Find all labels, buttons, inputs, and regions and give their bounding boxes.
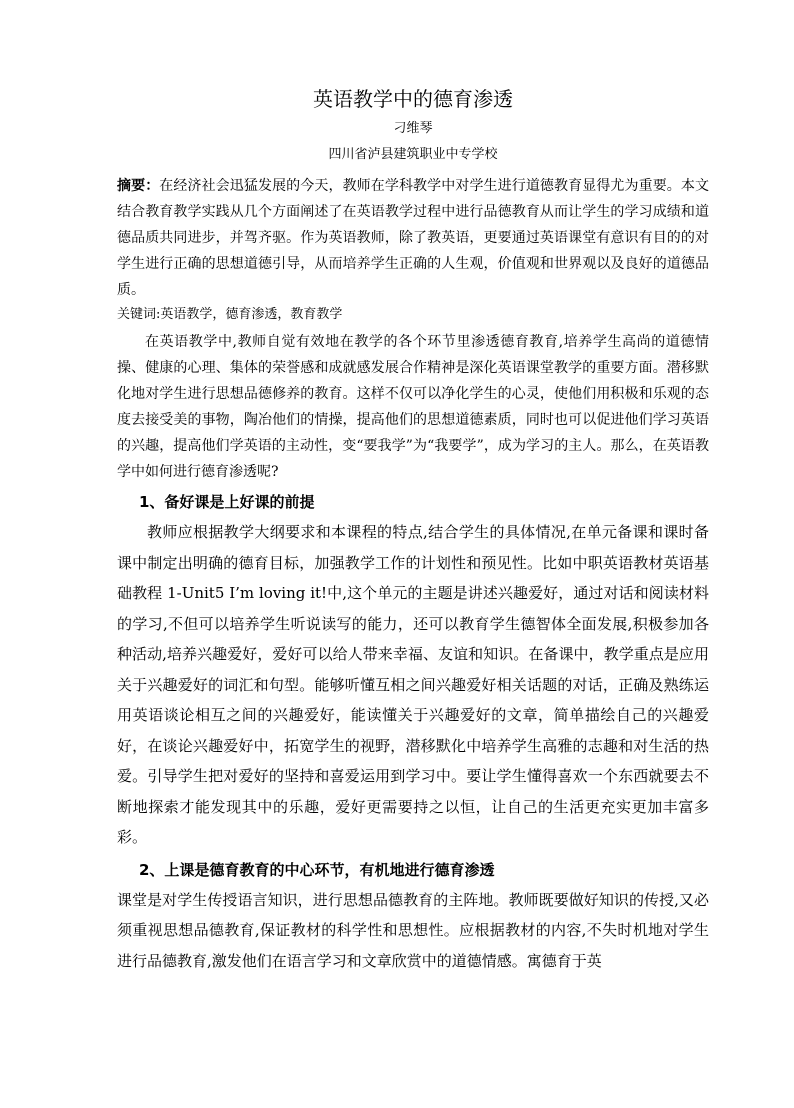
author-affiliation: 四川省泸县建筑职业中专学校: [328, 147, 498, 162]
abstract-label: 摘要：: [117, 178, 160, 194]
intro-paragraph: 在英语教学中,教师自觉有效地在教学的各个环节里渗透德育教育,培养学生高尚的道德情操、健康的心理、集体的荣誉感和成就感发展合作精神是深化英语课堂教学的重要方面。潜移默化地对学生进行思想品德修养的教育。这样不仅可以净化学生的心灵，使他们用积极和乐观的态度去接受美的事物，陶冶他们的情操，提高他们的思想道德素质，同时也可以促进他们学习英语的兴趣，提高他们学英语的主动性，变“要我学”为“我要学”，成为学习的主人。那么，在英语教学中如何进行德育渗透呢?: [117, 334, 709, 480]
section-1-heading: 1、备好课是上好课的前提: [139, 493, 315, 511]
document-body: [117, 84, 709, 976]
section-2-paragraph: 课堂是对学生传授语言知识，进行思想品德教育的主阵地。教师既要做好知识的传授,又必须重视思想品德教育,保证教材的科学性和思想性。应根据教材的内容,不失时机地对学生进行品德教育,激发他们在语言学习和文章欣赏中的道德情感。寓德育于英: [117, 890, 709, 970]
section-2-heading: 2、上课是德育教育的中心环节，有机地进行德育渗透: [139, 860, 495, 879]
keywords-label: 关键词: [117, 307, 157, 322]
author-name: 刁维琴: [393, 121, 433, 136]
section-1-paragraph: 教师应根据教学大纲要求和本课程的特点,结合学生的具体情况,在单元备课和课时备课中制定出明确的德育目标，加强教学工作的计划性和预见性。比如中职英语教材英语基础教程 1-Unit5 I’m loving it!中,这个单元的主题是讲述兴趣爱好，通过对话和阅读材料的学习,不但可以培养学生听说读写的能力，还可以教育学生德智体全面发展,积极参加各种活动,培养兴趣爱好，爱好可以给人带来幸福、友谊和知识。在备课中，教学重点是应用关于兴趣爱好的词汇和句型。能够听懂互相之间兴趣爱好相关话题的对话，正确及熟练运用英语谈论相互之间的兴趣爱好，能读懂关于兴趣爱好的文章，简单描绘自己的兴趣爱好，在谈论兴趣爱好中，拓宽学生的视野，潜移默化中培养学生高雅的志趣和对生活的热爱。引导学生把对爱好的坚持和喜爱运用到学习中。要让学生懂得喜欢一个东西就要去不断地探索才能发现其中的乐趣，爱好更需要持之以恒，让自己的生活更充实更加丰富多彩。: [117, 523, 709, 846]
abstract: [117, 173, 709, 303]
document-title: 英语教学中的德育渗透: [313, 87, 513, 111]
abstract-text: 在经济社会迅猛发展的今天，教师在学科教学中对学生进行道德教育显得尤为重要。本文结合教育教学实践从几个方面阐述了在英语教学过程中进行品德教育从而让学生的学习成绩和道德品质共同进步，并驾齐驱。作为英语教师，除了教英语，更要通过英语课堂有意识有目的的对学生进行正确的思想道德引导，从而培养学生正确的人生观，价值观和世界观以及良好的道德品质。: [117, 178, 710, 298]
keywords: [117, 303, 709, 327]
keywords-text: :英语教学，德育渗透，教育教学: [156, 307, 343, 322]
